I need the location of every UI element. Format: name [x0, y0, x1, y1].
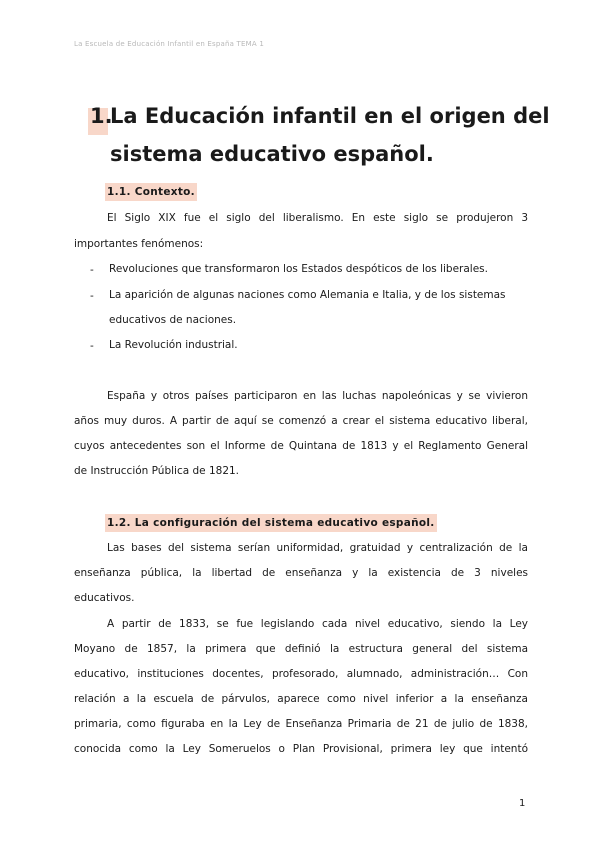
- paragraph-line: conocida como la Ley Someruelos o Plan Provisional, primera ley que intentó: [74, 743, 528, 755]
- paragraph-line: El Siglo XIX fue el siglo del liberalismo. En este siglo se produjeron 3: [107, 212, 528, 224]
- paragraph-line: primaria, como figuraba en la Ley de Enseñanza Primaria de 21 de julio de 1838,: [74, 718, 528, 730]
- paragraph-line: de Instrucción Pública de 1821.: [74, 465, 240, 477]
- paragraph-line: relación a la escuela de párvulos, aparece como nivel inferior a la enseñanza: [74, 693, 528, 705]
- list-bullet: -: [90, 264, 94, 276]
- list-bullet: -: [90, 340, 94, 352]
- page-header: La Escuela de Educación Infantil en España TEMA 1: [74, 40, 264, 48]
- paragraph-line: enseñanza pública, la libertad de enseñanza y la existencia de 3 niveles: [74, 567, 528, 579]
- paragraph-line: A partir de 1833, se fue legislando cada nivel educativo, siendo la Ley: [107, 618, 528, 630]
- chapter-title: [90, 104, 550, 180]
- list-bullet: -: [90, 290, 94, 302]
- paragraph-line: Moyano de 1857, la primera que definió la estructura general del sistema: [74, 643, 528, 655]
- paragraph-line: cuyos antecedentes son el Informe de Quintana de 1813 y el Reglamento General: [74, 440, 528, 452]
- paragraph-line: España y otros países participaron en las luchas napoleónicas y se vivieron: [107, 390, 528, 402]
- chapter-title-line-2: sistema educativo español.: [110, 142, 434, 166]
- paragraph-line: educativo, instituciones docentes, profesorado, alumnado, administración… Con: [74, 668, 528, 680]
- paragraph-line: importantes fenómenos:: [74, 238, 204, 250]
- list-item: La Revolución industrial.: [109, 339, 238, 351]
- paragraph-line: educativos.: [74, 592, 135, 604]
- page-number: 1: [519, 798, 526, 809]
- list-item: Revoluciones que transformaron los Estados despóticos de los liberales.: [109, 263, 488, 275]
- section-heading-1-1: 1.1. Contexto.: [107, 186, 197, 198]
- chapter-title-line-1: La Educación infantil en el origen del: [110, 104, 550, 128]
- paragraph-line: años muy duros. A partir de aquí se comenzó a crear el sistema educativo liberal,: [74, 415, 528, 427]
- section-heading-1-2: 1.2. La configuración del sistema educativo español.: [107, 517, 437, 529]
- paragraph-line: Las bases del sistema serían uniformidad, gratuidad y centralización de la: [107, 542, 528, 554]
- list-item: La aparición de algunas naciones como Alemania e Italia, y de los sistemas: [109, 289, 506, 301]
- list-item-continuation: educativos de naciones.: [109, 314, 237, 326]
- chapter-number: 1.: [90, 104, 113, 128]
